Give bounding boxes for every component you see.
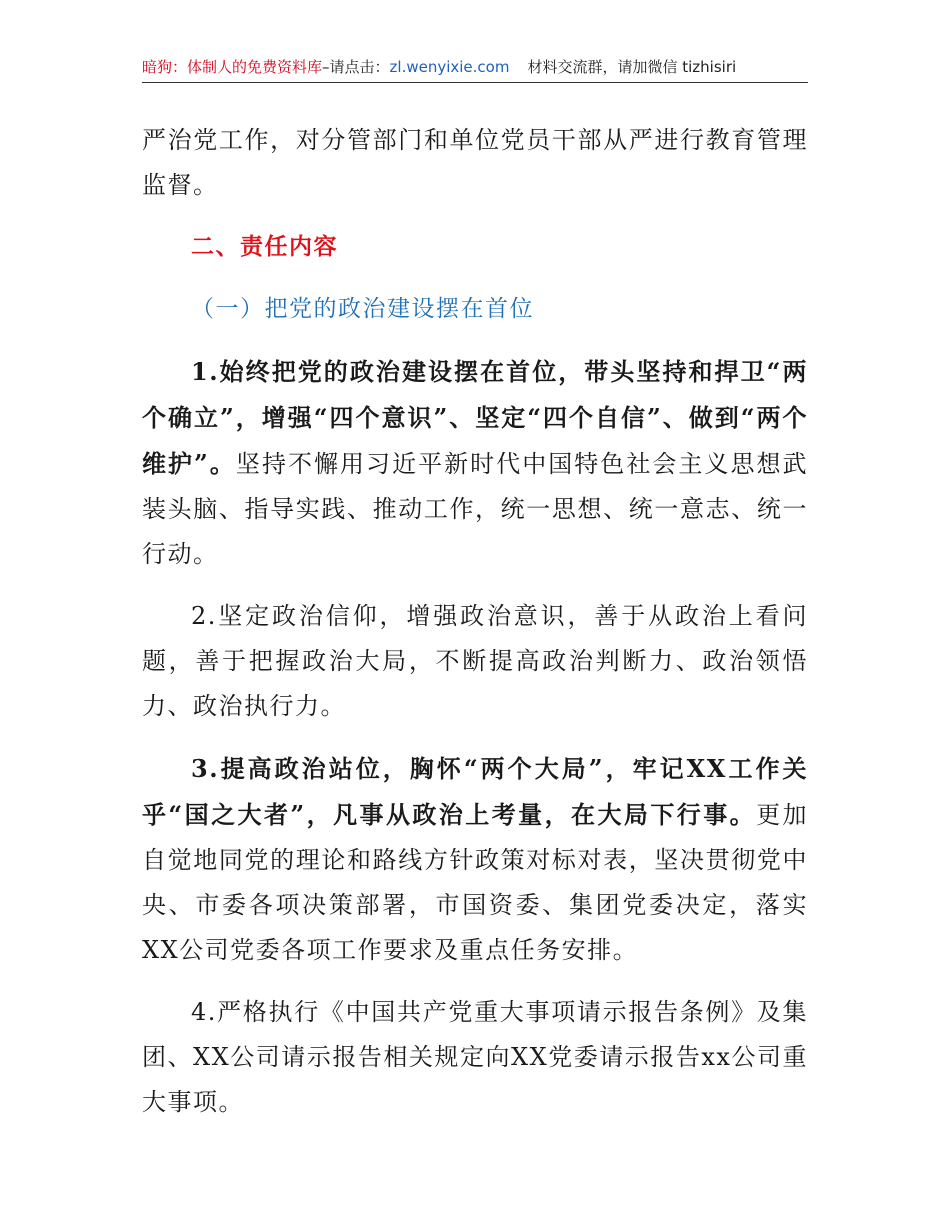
subsection-title: （一）把党的政治建设摆在首位: [191, 296, 534, 322]
intro-paragraph: 严治党工作，对分管部门和单位党员干部从严进行教育管理监督。: [142, 126, 808, 199]
page-header: [142, 56, 808, 83]
paragraph-item-1: [142, 349, 808, 577]
header-click-text: –请点击：: [322, 58, 390, 76]
paragraph-item-3: [142, 746, 808, 973]
header-url-link[interactable]: zl.wenyixie.com: [389, 58, 510, 76]
header-group-text: 材料交流群，请加微信 tizhisiri: [527, 58, 737, 76]
item-1-text: 坚持不懈用习近平新时代中国特色社会主义思想武装头脑、指导实践、推动工作，统一思想、统一意志、统一行动。: [142, 450, 808, 568]
item-3-bold-text: 3.提高政治站位，胸怀“两个大局”，牢记XX工作关乎“国之大者”，凡事从政治上考量，在大局下行事。: [142, 754, 808, 829]
document-body: [142, 118, 808, 1125]
paragraph-item-4: 4.严格执行《中国共产党重大事项请示报告条例》及集团、XX公司请示报告相关规定向XX党委请示报告xx公司重大事项。: [142, 998, 808, 1116]
section-title: 二、责任内容: [191, 234, 338, 260]
item-3-text: 更加自觉地同党的理论和路线方针政策对标对表，坚决贯彻党中央、市委各项决策部署，市国资委、集团党委决定，落实XX公司党委各项工作要求及重点任务安排。: [142, 801, 809, 964]
item-1-bold-text: 1.始终把党的政治建设摆在首位，带头坚持和捍卫“两个确立”，增强“四个意识”、坚定“四个自信”、做到“两个维护”。: [142, 357, 808, 478]
header-site-name: 暗狗：体制人的免费资料库: [142, 58, 323, 76]
paragraph-item-2: 2.坚定政治信仰，增强政治意识，善于从政治上看问题，善于把握政治大局，不断提高政治判断力、政治领悟力、政治执行力。: [142, 602, 808, 720]
